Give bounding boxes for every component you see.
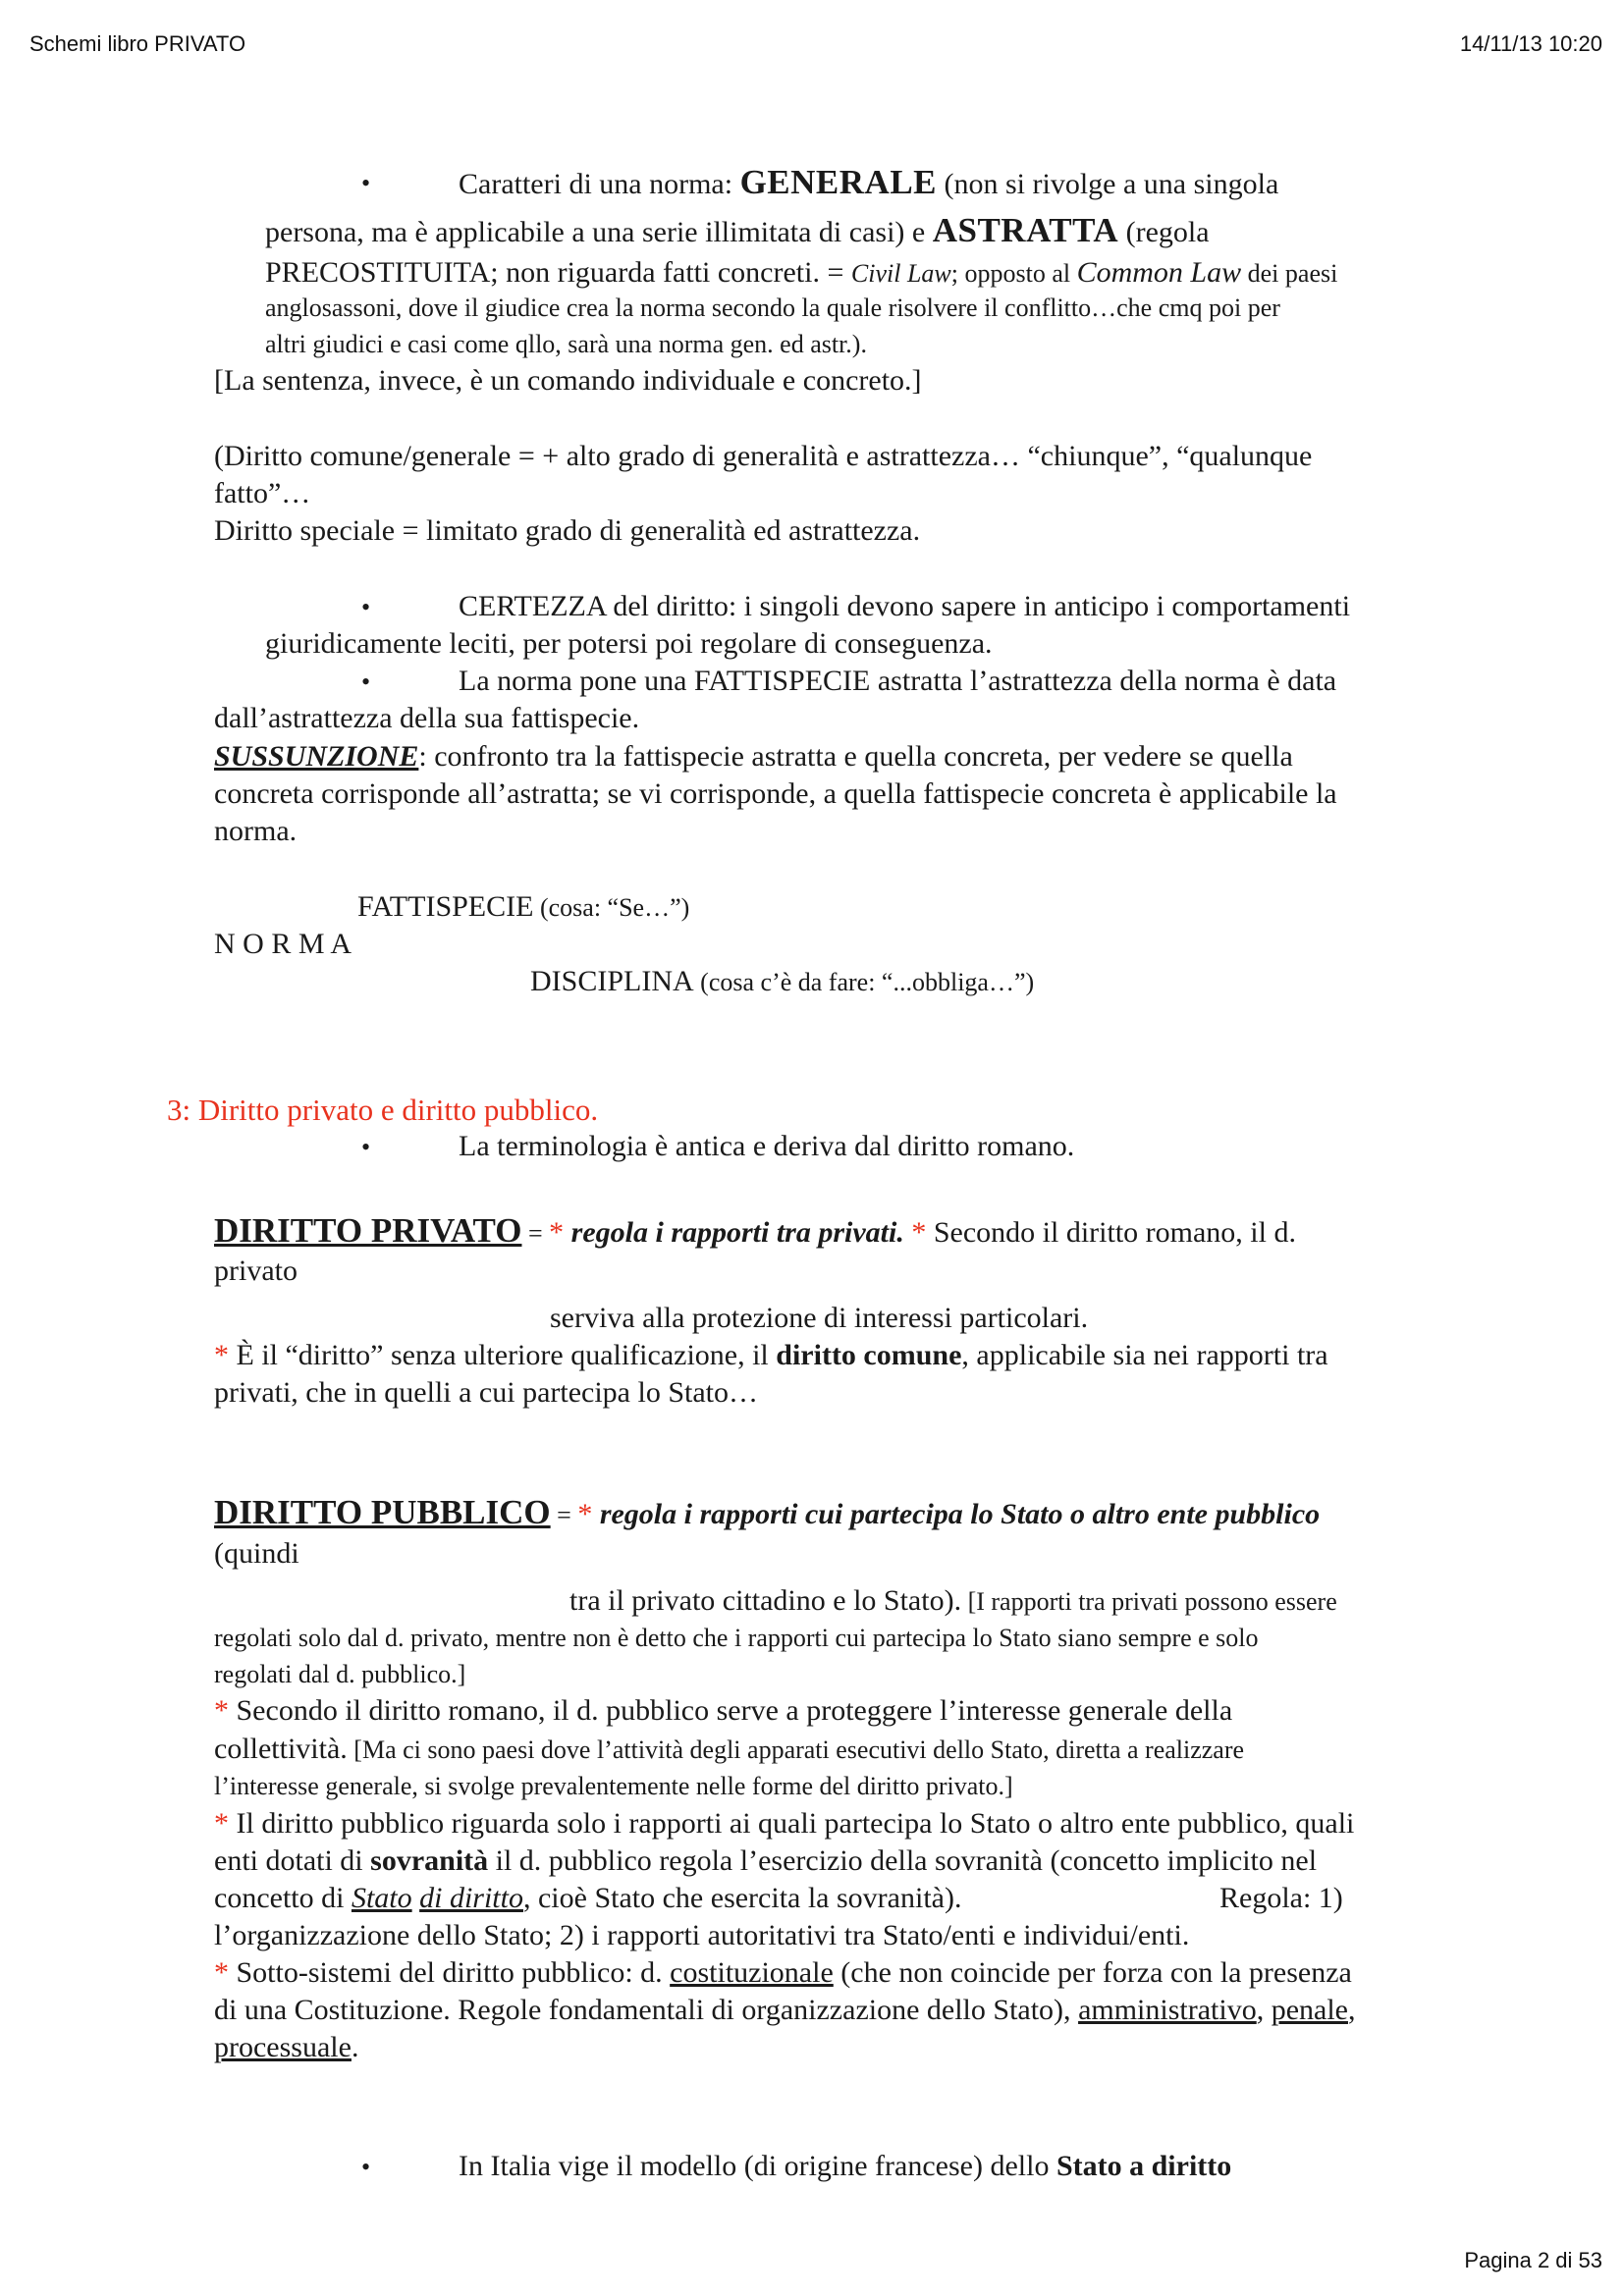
- text-line: fatto”…: [214, 477, 311, 509]
- text-line: giuridicamente leciti, per potersi poi regolare di conseguenza.: [265, 627, 993, 660]
- print-datetime: 14/11/13 10:20: [1459, 31, 1602, 56]
- bullet-marker: •: [361, 593, 371, 621]
- text-line: di una Costituzione. Regole fondamentali di organizzazione dello Stato), amministrativo, penale,: [214, 1994, 1356, 2026]
- text-line: privati, che in quelli a cui partecipa lo Stato…: [214, 1376, 758, 1409]
- text-line: La norma pone una FATTISPECIE astratta l’astrattezza della norma è data: [459, 665, 1337, 697]
- text-line: (quindi: [214, 1537, 299, 1570]
- text-line: [La sentenza, invece, è un comando individuale e concreto.]: [214, 364, 922, 397]
- bullet-marker: •: [361, 667, 371, 696]
- text-line: serviva alla protezione di interessi particolari.: [550, 1302, 1089, 1334]
- text-line: CERTEZZA del diritto: i singoli devono sapere in anticipo i comportamenti: [459, 590, 1351, 622]
- text-line: (Diritto comune/generale = + alto grado di generalità e astrattezza… “chiunque”, “qualunque: [214, 440, 1313, 472]
- text-line: collettività. [Ma ci sono paesi dove l’attività degli apparati esecutivi dello Stato, diretta a realizzare: [214, 1733, 1245, 1765]
- text-line: * È il “diritto” senza ulteriore qualificazione, il diritto comune, applicabile sia nei rapporti tra: [214, 1339, 1328, 1371]
- text-line: processuale.: [214, 2031, 359, 2063]
- page-number: Pagina 2 di 53: [1464, 2248, 1602, 2272]
- text-line: persona, ma è applicabile a una serie illimitata di casi) e ASTRATTA (regola: [265, 211, 1210, 249]
- document-title: Schemi libro PRIVATO: [29, 31, 246, 56]
- diritto-pubblico-definition: DIRITTO PUBBLICO = * regola i rapporti cui partecipa lo Stato o altro ente pubblico: [214, 1493, 1321, 1531]
- text-line: In Italia vige il modello (di origine francese) dello Stato a diritto: [459, 2150, 1232, 2182]
- text-line: PRECOSTITUITA; non riguarda fatti concreti. = Civil Law; opposto al Common Law dei paesi: [265, 256, 1338, 289]
- text-line: Regola: 1): [1219, 1882, 1343, 1914]
- bullet-marker: •: [361, 1133, 371, 1161]
- bullet-marker: •: [361, 2153, 371, 2181]
- text-line: altri giudici e casi come qllo, sarà una norma gen. ed astr.).: [265, 330, 867, 358]
- heading-diritto-pubblico: DIRITTO PUBBLICO: [214, 1493, 551, 1531]
- text-line: dall’astrattezza della sua fattispecie.: [214, 702, 640, 734]
- text-line: privato: [214, 1255, 298, 1287]
- section-title: 3: Diritto privato e diritto pubblico.: [167, 1093, 599, 1127]
- scheme-disciplina: DISCIPLINA (cosa c’è da fare: “...obbliga…”): [530, 965, 1035, 997]
- text-line: regolati dal d. pubblico.]: [214, 1660, 466, 1688]
- text-line: regolati solo dal d. privato, mentre non è detto che i rapporti cui partecipa lo Stato siano sempre e solo: [214, 1624, 1259, 1652]
- text-line: norma.: [214, 815, 298, 847]
- text-line: enti dotati di sovranità il d. pubblico regola l’esercizio della sovranità (concetto implicito nel: [214, 1844, 1318, 1877]
- text-line: tra il privato cittadino e lo Stato). [I rapporti tra privati possono essere: [569, 1584, 1337, 1617]
- diritto-privato-definition: DIRITTO PRIVATO = * regola i rapporti tra privati. * Secondo il diritto romano, il d.: [214, 1211, 1296, 1250]
- text-line: Diritto speciale = limitato grado di generalità ed astrattezza.: [214, 514, 921, 547]
- text-line: concetto di Stato di diritto, cioè Stato che esercita la sovranità).: [214, 1882, 962, 1914]
- text-line: l’organizzazione dello Stato; 2) i rapporti autoritativi tra Stato/enti e individui/enti.: [214, 1919, 1190, 1951]
- heading-diritto-privato: DIRITTO PRIVATO: [214, 1211, 522, 1250]
- text-line: anglosassoni, dove il giudice crea la norma secondo la quale risolvere il conflitto…che cmq poi per: [265, 294, 1280, 322]
- scheme-fattispecie: FATTISPECIE (cosa: “Se…”): [357, 890, 690, 923]
- text-line: Caratteri di una norma: GENERALE (non si rivolge a una singola: [459, 163, 1279, 201]
- text-line: concreta corrisponde all’astratta; se vi corrisponde, a quella fattispecie concreta è applicabile la: [214, 777, 1337, 810]
- bullet-marker: •: [361, 169, 371, 197]
- text-line: La terminologia è antica e deriva dal diritto romano.: [459, 1130, 1075, 1162]
- text-line: l’interesse generale, si svolge prevalentemente nelle forme del diritto privato.]: [214, 1772, 1013, 1800]
- scheme-norma: N O R M A: [214, 928, 352, 960]
- term-sussunzione: SUSSUNZIONE: [214, 740, 419, 773]
- text-line: SUSSUNZIONE: confronto tra la fattispecie astratta e quella concreta, per vedere se quella: [214, 740, 1293, 773]
- text-line: * Il diritto pubblico riguarda solo i rapporti ai quali partecipa lo Stato o altro ente pubblico, quali: [214, 1807, 1355, 1840]
- text-line: * Secondo il diritto romano, il d. pubblico serve a proteggere l’interesse generale della: [214, 1694, 1233, 1727]
- text-line: * Sotto-sistemi del diritto pubblico: d. costituzionale (che non coincide per forza con la presenza: [214, 1956, 1352, 1989]
